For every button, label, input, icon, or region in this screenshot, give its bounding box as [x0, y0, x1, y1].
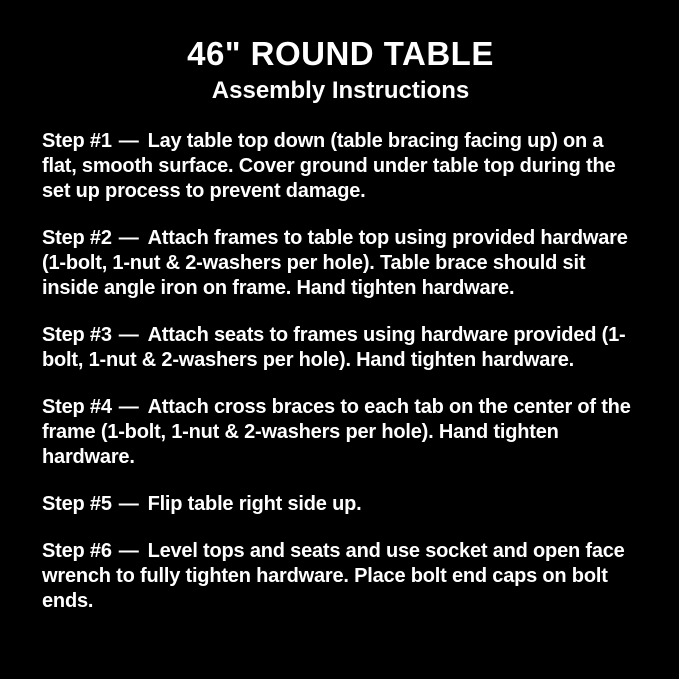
step-dash: —: [118, 492, 139, 515]
page-title: 46" ROUND TABLE: [187, 35, 494, 72]
step-text: Lay table top down (table bracing facing up) on a flat, smooth surface. Cover ground under table top during the set up process to prevent damage.: [42, 129, 616, 202]
step-text: Attach seats to frames using hardware provided (1-bolt, 1-nut & 2-washers per hole). Hand tighten hardware.: [42, 323, 626, 371]
step-label: Step #3: [42, 323, 112, 346]
step-label: Step #2: [42, 226, 112, 249]
step-dash: —: [118, 395, 139, 418]
step-item-2: [42, 226, 639, 301]
steps-list: [42, 129, 639, 614]
step-label: Step #5: [42, 492, 112, 515]
step-text: Level tops and seats and use socket and open face wrench to fully tighten hardware. Place bolt end caps on bolt ends.: [42, 539, 625, 612]
step-text: Attach cross braces to each tab on the center of the frame (1-bolt, 1-nut & 2-washers per hole). Hand tighten hardware.: [42, 395, 631, 468]
page-subtitle: Assembly Instructions: [211, 77, 470, 105]
step-item-1: [42, 129, 639, 204]
step-text: Flip table right side up.: [147, 492, 362, 515]
step-text: Attach frames to table top using provided hardware (1-bolt, 1-nut & 2-washers per hole). Table brace should sit inside angle iron on frame. Hand tighten hardware.: [42, 226, 628, 299]
step-dash: —: [118, 226, 139, 249]
step-item-3: [42, 323, 639, 373]
step-dash: —: [118, 129, 139, 152]
step-item-6: [42, 539, 639, 614]
step-item-4: [42, 395, 639, 470]
step-dash: —: [118, 323, 139, 346]
step-label: Step #1: [42, 129, 112, 152]
step-item-5: [42, 492, 639, 517]
step-label: Step #6: [42, 539, 112, 562]
step-label: Step #4: [42, 395, 112, 418]
step-dash: —: [118, 539, 139, 562]
